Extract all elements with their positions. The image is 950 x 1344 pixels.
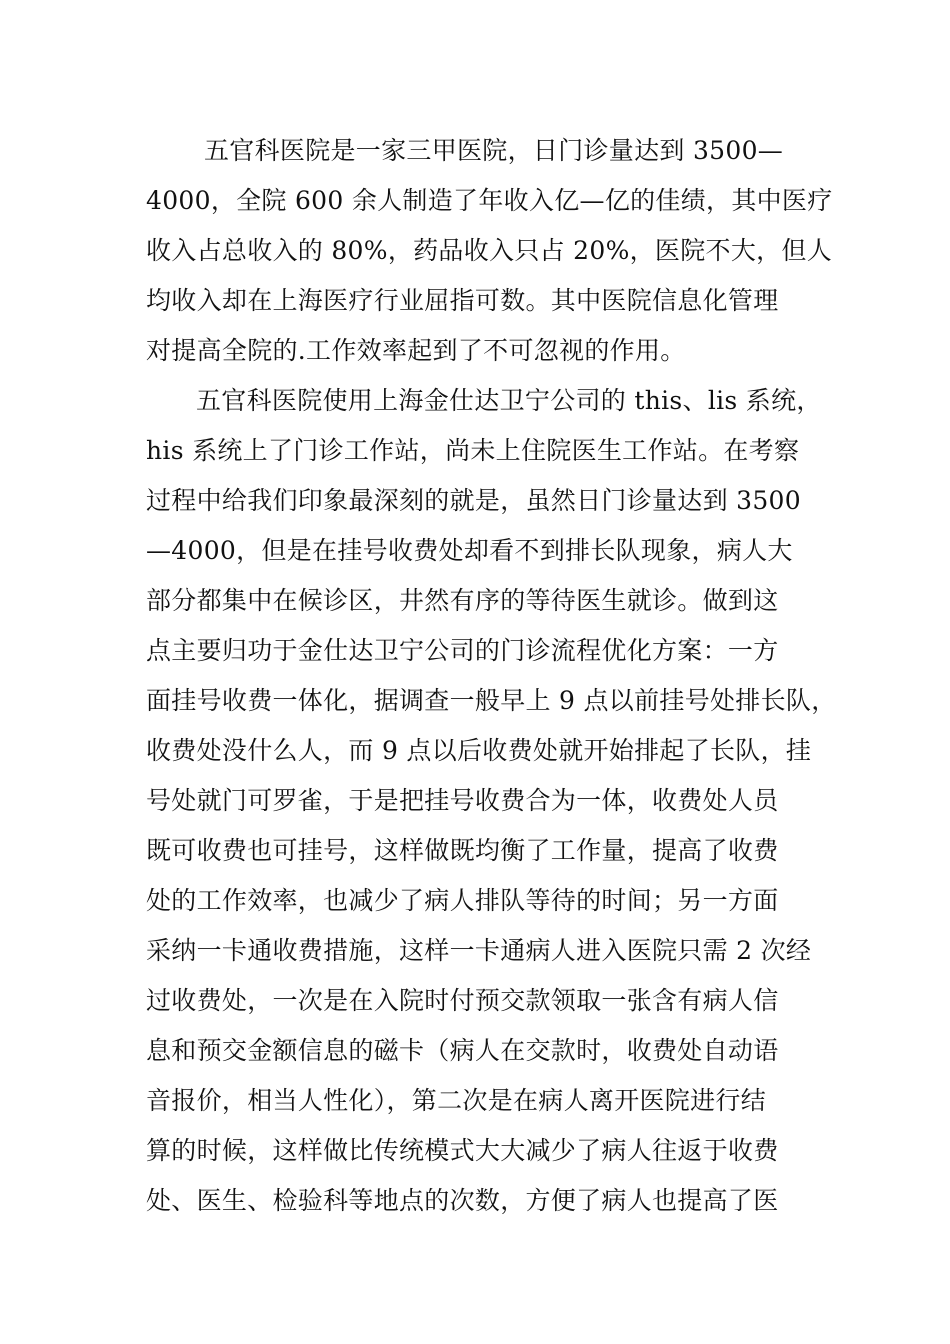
paragraph-2-line-12: 采纳一卡通收费措施，这样一卡通病人进入医院只需 2 次经: [146, 936, 812, 965]
paragraph-2-line-6: 点主要归功于金仕达卫宁公司的门诊流程优化方案：一方: [146, 636, 779, 665]
paragraph-2-line-8: 收费处没什么人，而 9 点以后收费处就开始排起了长队，挂: [146, 736, 812, 765]
paragraph-2-line-10: 既可收费也可挂号，这样做既均衡了工作量，提高了收费: [146, 836, 779, 865]
paragraph-2-line-13: 过收费处，一次是在入院时付预交款领取一张含有病人信: [146, 986, 779, 1015]
paragraph-1-line-2: 4000，全院 600 余人制造了年收入亿—亿的佳绩，其中医疗: [146, 186, 833, 215]
paragraph-2-line-1: 五官科医院使用上海金仕达卫宁公司的 this、lis 系统，: [196, 386, 822, 415]
paragraph-2-line-17: 处、医生、检验科等地点的次数，方便了病人也提高了医: [146, 1186, 779, 1215]
paragraph-2-line-14: 息和预交金额信息的磁卡（病人在交款时，收费处自动语: [146, 1036, 779, 1065]
paragraph-2-line-4: —4000，但是在挂号收费处却看不到排长队现象，病人大: [146, 536, 793, 565]
paragraph-2-line-2: his 系统上了门诊工作站，尚未上住院医生工作站。在考察: [146, 436, 800, 465]
paragraph-2-line-16: 算的时候，这样做比传统模式大大减少了病人往返于收费: [146, 1136, 779, 1165]
paragraph-2-line-15: 音报价，相当人性化），第二次是在病人离开医院进行结: [146, 1086, 767, 1115]
document-body: [146, 126, 837, 1226]
paragraph-2-line-9: 号处就门可罗雀，于是把挂号收费合为一体，收费处人员: [146, 786, 779, 815]
paragraph-2-line-7: 面挂号收费一体化，据调查一般早上 9 点以前挂号处排长队，: [146, 686, 837, 715]
paragraph-1-line-3: 收入占总收入的 80%，药品收入只占 20%，医院不大，但人: [146, 236, 833, 265]
paragraph-1-line-1: 五官科医院是一家三甲医院，日门诊量达到 3500—: [204, 136, 784, 165]
paragraph-2-line-5: 部分都集中在候诊区，井然有序的等待医生就诊。做到这: [146, 586, 779, 615]
paragraph-1-line-4: 均收入却在上海医疗行业屈指可数。其中医院信息化管理: [146, 286, 779, 315]
paragraph-2-line-3: 过程中给我们印象最深刻的就是，虽然日门诊量达到 3500: [146, 486, 801, 515]
paragraph-1-line-5: 对提高全院的.工作效率起到了不可忽视的作用。: [146, 336, 686, 365]
paragraph-2-line-11: 处的工作效率，也减少了病人排队等待的时间；另一方面: [146, 886, 779, 915]
